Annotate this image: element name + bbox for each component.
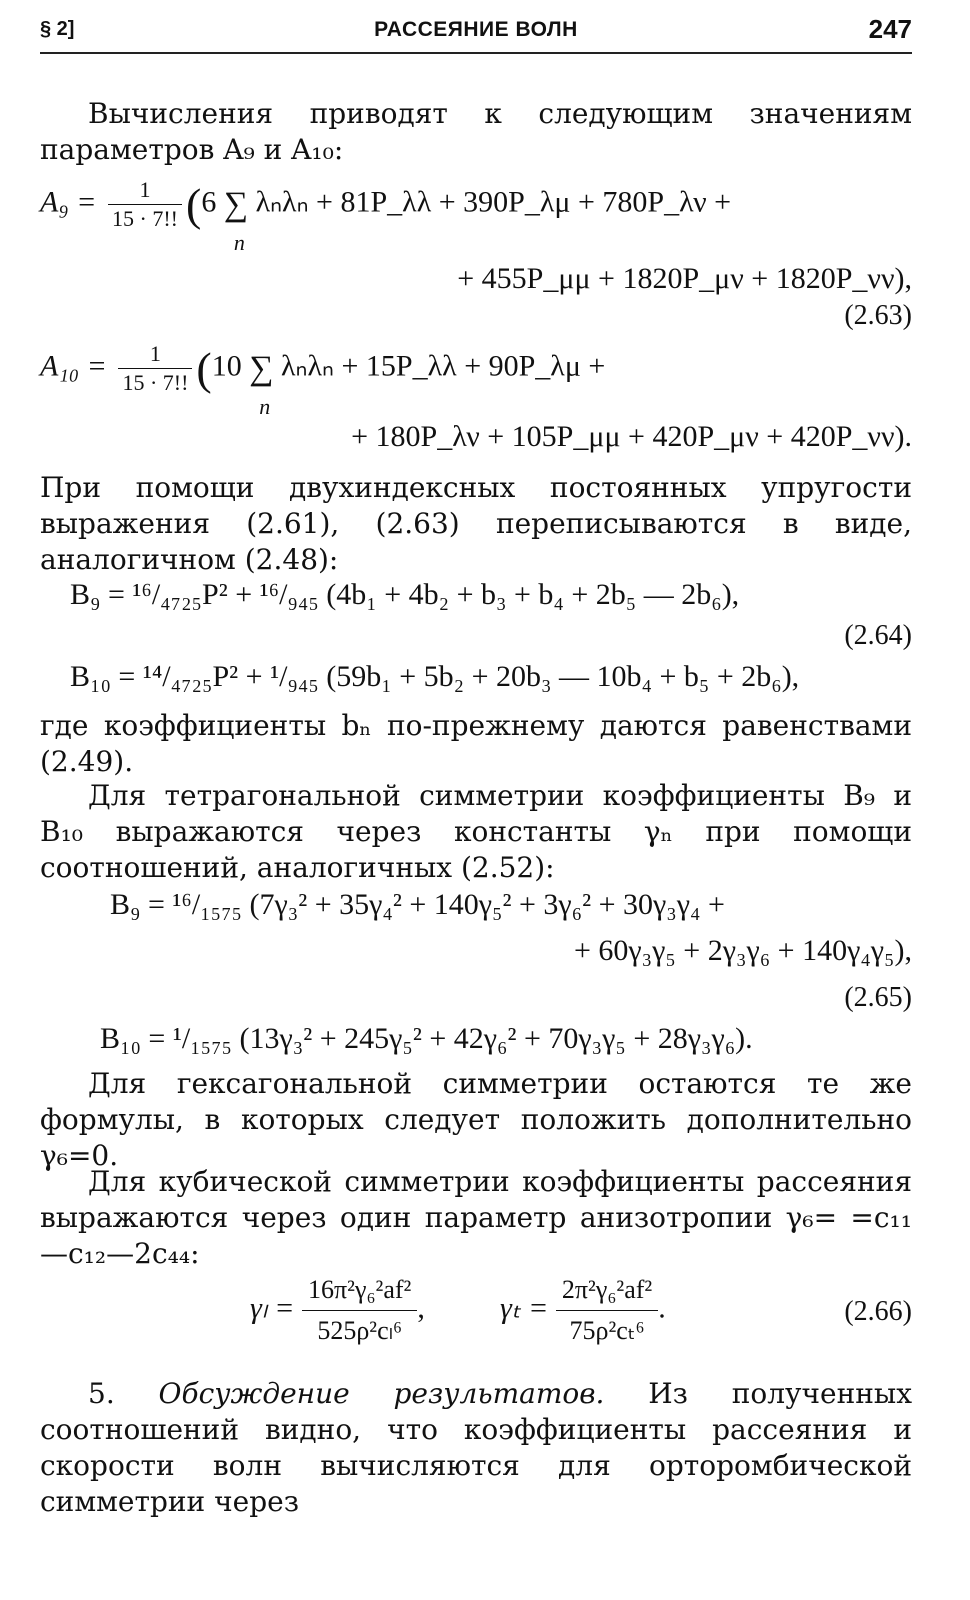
a9-fraction — [108, 176, 182, 233]
sum-symbol: ∑ n — [249, 349, 274, 419]
a10-terms-1: λₙλₙ + 15P_λλ + 90P_λμ + — [281, 349, 606, 383]
a10-coef: 10 — [211, 349, 242, 383]
discussion-text: Из полученных соотношений видно, что коэффициенты рассеяния и скорости волн вычисляются для орторомбической симметрии через — [40, 1377, 912, 1518]
discussion-heading: Обсуждение результатов. — [158, 1377, 605, 1410]
a10-fraction-numerator: 1 — [118, 340, 192, 369]
gamma-l-lhs: γₗ = — [250, 1291, 295, 1325]
gamma-l-fraction — [302, 1270, 417, 1351]
a9-fraction-denominator: 15 · 7!! — [112, 206, 178, 231]
a9-lhs: A₉ = — [40, 185, 97, 219]
equation-b10-tetragonal: B₁₀ = ¹/₁₅₇₅ (13γ₃² + 245γ₅² + 42γ₆² + 70γ₃γ₅ + 28γ₃γ₆). — [100, 1022, 753, 1055]
equation-gamma-l — [250, 1270, 425, 1351]
paragraph-two-index: При помощи двухиндексных постоянных упругости выражения (2.61), (2.63) переписываются в виде, аналогичном (2.48): — [40, 471, 912, 576]
discussion-number: 5. — [88, 1377, 159, 1410]
gamma-t-lhs: γₜ = — [500, 1291, 549, 1325]
sum-index: n — [233, 229, 245, 255]
period: . — [658, 1291, 666, 1325]
paragraph-bn-coefficients: где коэффициенты bₙ по-прежнему даются равенствами (2.49). — [40, 709, 912, 778]
a9-coef: 6 — [201, 185, 217, 219]
open-paren: ( — [185, 179, 202, 230]
a9-terms-1: λₙλₙ + 81P_λλ + 390P_λμ + 780P_λν + — [255, 185, 732, 219]
equation-number-2-66: (2.66) — [844, 1296, 912, 1327]
gamma-t-fraction — [556, 1270, 658, 1351]
equation-a10-line2: + 180P_λν + 105P_μμ + 420P_μν + 420P_νν). — [351, 420, 912, 453]
running-title: РАССЕЯНИЕ ВОЛН — [374, 18, 578, 41]
sum-symbol: ∑ n — [223, 185, 249, 255]
equation-b10: B₁₀ = ¹⁴/₄₇₂₅P² + ¹/₉₄₅ (59b₁ + 5b₂ + 20b₃ — 10b₄ + b₅ + 2b₆), — [70, 660, 800, 693]
sum-index: n — [259, 393, 271, 419]
equation-a9-line2: + 455P_μμ + 1820P_μν + 1820P_νν), — [457, 262, 912, 295]
paragraph-hexagonal: Для гексагональной симметрии остаются те же формулы, в которых следует положить дополнительно γ₆=0. — [40, 1067, 912, 1172]
a10-fraction-denominator: 15 · 7!! — [122, 370, 189, 395]
a10-fraction — [118, 340, 192, 397]
paragraph-discussion — [40, 1376, 912, 1520]
a9-fraction-numerator: 1 — [108, 176, 182, 205]
gamma-t-numerator: 2π²γ₆²af² — [556, 1270, 658, 1311]
paragraph-tetragonal: Для тетрагональной симметрии коэффициенты B₉ и B₁₀ выражаются через константы γₙ при помощи соотношений, аналогичных (2.52): — [40, 779, 912, 884]
page-header — [40, 12, 912, 54]
equation-a10-line1 — [40, 340, 606, 419]
paragraph-intro: Вычисления приводят к следующим значениям параметров A₉ и A₁₀: — [40, 97, 912, 166]
equation-gamma-t — [500, 1270, 666, 1351]
equation-b9-tetragonal-line2: + 60γ₃γ₅ + 2γ₃γ₆ + 140γ₄γ₅), — [573, 934, 912, 967]
open-paren: ( — [196, 343, 212, 394]
equation-b9-tetragonal-line1: B₉ = ¹⁶/₁₅₇₅ (7γ₃² + 35γ₄² + 140γ₅² + 3γ₆² + 30γ₃γ₄ + — [110, 888, 725, 921]
gamma-l-numerator: 16π²γ₆²af² — [302, 1270, 417, 1311]
equation-b9: B₉ = ¹⁶/₄₇₂₅P² + ¹⁶/₉₄₅ (4b₁ + 4b₂ + b₃ + b₄ + 2b₅ — 2b₆), — [70, 578, 740, 611]
equation-number-2-65: (2.65) — [844, 982, 912, 1013]
a10-lhs: A₁₀ = — [40, 349, 107, 383]
equation-number-2-63: (2.63) — [844, 300, 912, 331]
equation-number-2-64: (2.64) — [844, 620, 912, 651]
comma: , — [417, 1291, 425, 1325]
section-marker: § 2] — [40, 18, 75, 40]
equation-a9-line1 — [40, 176, 732, 255]
gamma-t-denominator: 75ρ²cₜ⁶ — [569, 1316, 645, 1345]
page-number: 247 — [868, 14, 912, 44]
paragraph-cubic: Для кубической симметрии коэффициенты рассеяния выражаются через один параметр анизотропии γ₆= =c₁₁—c₁₂—2c₄₄: — [40, 1165, 912, 1270]
gamma-l-denominator: 525ρ²cₗ⁶ — [317, 1316, 403, 1345]
